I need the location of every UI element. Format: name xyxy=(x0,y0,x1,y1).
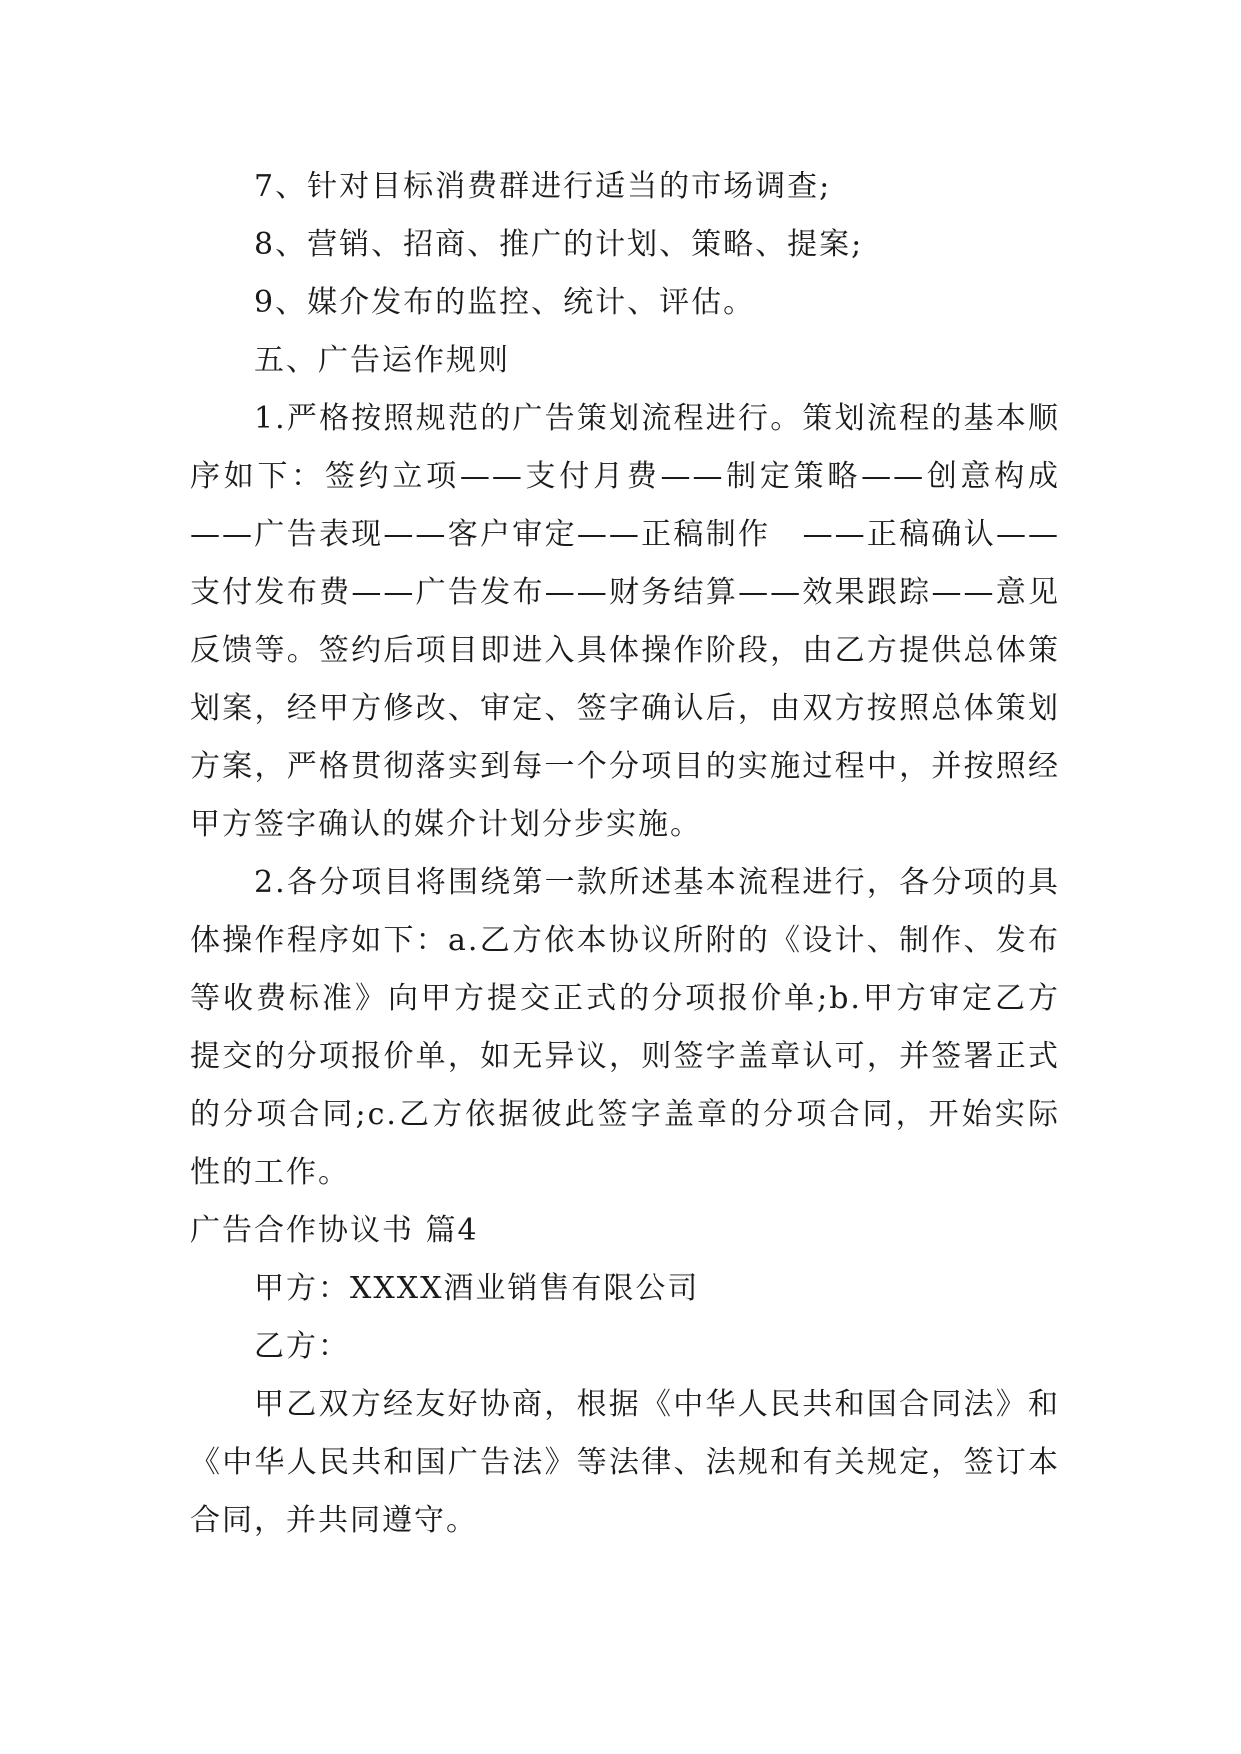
agreement-preamble: 甲乙双方经友好协商，根据《中华人民共和国合同法》和《中华人民共和国广告法》等法律、法规和有关规定，签订本合同，并共同遵守。 xyxy=(190,1387,1060,1538)
paragraph-item-7: 7、针对目标消费群进行适当的市场调查; xyxy=(254,169,832,204)
paragraph-rule-2: 2.各分项目将围绕第一款所述基本流程进行，各分项的具体操作程序如下：a.乙方依本协议所附的《设计、制作、发布等收费标准》向甲方提交正式的分项报价单;b.甲方审定乙方提交的分项报价单，如无异议，则签字盖章认可，并签署正式的分项合同;c.乙方依据彼此签字盖章的分项合同，开始实际性的工作。 xyxy=(190,865,1060,1190)
agreement-title: 广告合作协议书 篇4 xyxy=(190,1213,479,1248)
paragraph-item-9: 9、媒介发布的监控、统计、评估。 xyxy=(254,285,756,320)
party-a-line: 甲方：XXXX酒业销售有限公司 xyxy=(254,1271,700,1306)
paragraph-rule-1: 1.严格按照规范的广告策划流程进行。策划流程的基本顺序如下：签约立项——支付月费——制定策略——创意构成——广告表现——客户审定——正稿制作 ——正稿确认——支付发布费——广告发布——财务结算——效果跟踪——意见反馈等。签约后项目即进入具体操作阶段，由乙方提供总体策划案，经甲方修改、审定、签字确认后，由双方按照总体策划方案，严格贯彻落实到每一个分项目的实施过程中，并按照经甲方签字确认的媒介计划分步实施。 xyxy=(190,401,1060,842)
paragraph-item-8: 8、营销、招商、推广的计划、策略、提案; xyxy=(254,227,864,262)
party-b-line: 乙方： xyxy=(254,1329,350,1364)
document-body xyxy=(190,158,1060,1550)
section-heading-ad-rules: 五、广告运作规则 xyxy=(254,343,510,378)
